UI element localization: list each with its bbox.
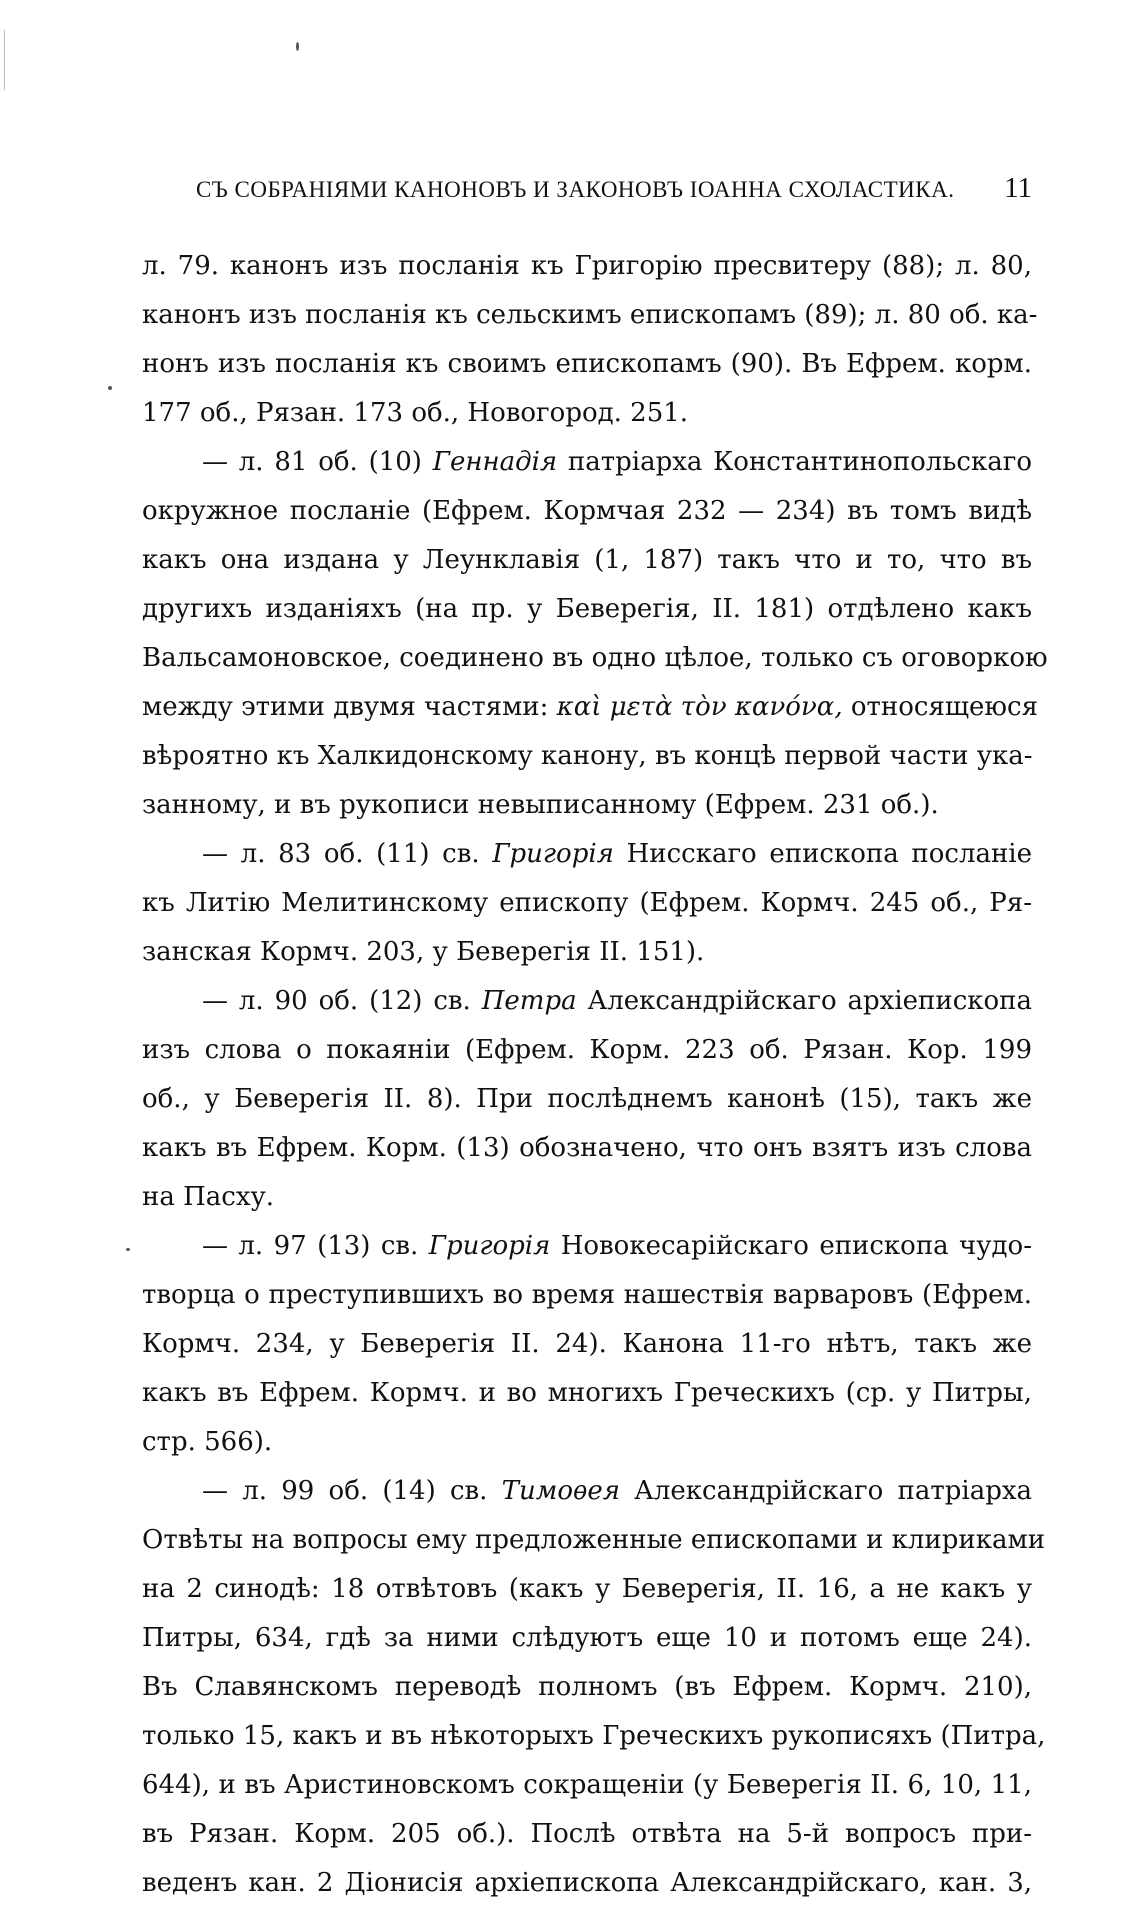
text-line: творца о преступившихъ во время нашествія варваровъ (Ефрем. <box>142 1280 1032 1310</box>
paragraph <box>142 242 1038 438</box>
ink-speck <box>108 386 112 390</box>
text-line: окружное посланіе (Ефрем. Кормчая 232 — 234) въ томъ видѣ <box>142 496 1032 526</box>
text-line: вѣроятно къ Халкидонскому канону, въ концѣ первой части ука- <box>142 741 1033 771</box>
text-line: нонъ изъ посланія къ своимъ епископамъ (90). Въ Ефрем. корм. <box>142 349 1032 379</box>
paragraph <box>142 977 1032 1222</box>
author-name: Тимоѳея <box>501 1476 620 1506</box>
text-line: между этими двумя частями: καὶ μετὰ τὸν κανόνα, относящеюся <box>142 692 1038 722</box>
text-line: занному, и въ рукописи невыписанному (Ефрем. 231 об.). <box>142 790 939 820</box>
author-name: Григорія <box>428 1231 551 1261</box>
text-line: въ Рязан. Корм. 205 об.). Послѣ отвѣта на 5-й вопросъ при- <box>142 1819 1032 1849</box>
text-line: изъ слова о покаяніи (Ефрем. Корм. 223 об. Рязан. Кор. 199 <box>142 1035 1032 1065</box>
text-line: какъ въ Ефрем. Кормч. и во многихъ Греческихъ (ср. у Питры, <box>142 1378 1032 1408</box>
page-number: 11 <box>1004 172 1032 204</box>
text-line: только 15, какъ и въ нѣкоторыхъ Греческихъ рукописяхъ (Питра, <box>142 1721 1046 1751</box>
text-line: какъ въ Ефрем. Корм. (13) обозначено, что онъ взятъ изъ слова <box>142 1133 1032 1163</box>
text-line: Въ Славянскомъ переводѣ полномъ (въ Ефрем. Кормч. 210), <box>142 1672 1032 1702</box>
text-line: веденъ кан. 2 Діонисія архіепископа Александрійскаго, кан. 3, <box>142 1868 1032 1898</box>
text-line: — л. 90 об. (12) св. Петра Александрійскаго архіепископа <box>202 986 1032 1016</box>
text-line: Отвѣты на вопросы ему предложенные епископами и клириками <box>142 1525 1046 1555</box>
paragraph <box>142 830 1032 977</box>
author-name: Петра <box>481 986 577 1016</box>
paragraph <box>142 438 1048 830</box>
paragraph <box>142 1222 1032 1467</box>
author-name: Геннадія <box>432 447 558 477</box>
text-line: другихъ изданіяхъ (на пр. у Беверегія, II. 181) отдѣлено какъ <box>142 594 1032 624</box>
body-text <box>142 242 1048 1908</box>
text-line: къ Литію Мелитинскому епископу (Ефрем. Кормч. 245 об., Ря- <box>142 888 1032 918</box>
ink-speck <box>296 42 299 51</box>
text-line: на Пасху. <box>142 1182 275 1212</box>
text-line: 177 об., Рязан. 173 об., Новогород. 251. <box>142 398 689 428</box>
running-head <box>196 172 1032 216</box>
text-line: — л. 99 об. (14) св. Тимоѳея Александрійскаго патріарха <box>202 1476 1033 1506</box>
text-line: на 2 синодѣ: 18 отвѣтовъ (какъ у Беверегія, II. 16, а не какъ у <box>142 1574 1032 1604</box>
text-line: Вальсамоновское, соединено въ одно цѣлое, только съ оговоркою <box>142 643 1048 673</box>
text-line: л. 79. канонъ изъ посланія къ Григорію пресвитеру (88); л. 80, <box>142 251 1032 281</box>
author-name: Григорія <box>492 839 614 869</box>
text-line: Кормч. 234, у Беверегія II. 24). Канона 11-го нѣтъ, такъ же <box>142 1329 1032 1359</box>
running-title: СЪ СОБРАНІЯМИ КАНОНОВЪ И ЗАКОНОВЪ ІОАННА СХОЛАСТИКА. <box>196 177 955 202</box>
text-line: — л. 97 (13) св. Григорія Новокесарійскаго епископа чудо- <box>202 1231 1032 1261</box>
scan-edge-mark <box>4 30 5 90</box>
text-line: об., у Беверегія II. 8). При послѣднемъ канонѣ (15), такъ же <box>142 1084 1032 1114</box>
text-line: занская Кормч. 203, у Беверегія II. 151). <box>142 937 705 967</box>
greek-quote: καὶ μετὰ τὸν κανόνα, <box>556 692 843 722</box>
text-line: канонъ изъ посланія къ сельскимъ епископамъ (89); л. 80 об. ка- <box>142 300 1038 330</box>
paragraph <box>142 1467 1046 1908</box>
text-line: — л. 81 об. (10) Геннадія патріарха Константинопольскаго <box>202 447 1032 477</box>
text-line: Питры, 634, гдѣ за ними слѣдуютъ еще 10 и потомъ еще 24). <box>142 1623 1032 1653</box>
text-line: стр. 566). <box>142 1427 273 1457</box>
text-line: — л. 83 об. (11) св. Григорія Нисскаго епископа посланіе <box>202 839 1032 869</box>
ink-speck <box>126 1248 130 1251</box>
text-line: какъ она издана у Леунклавія (1, 187) такъ что и то, что въ <box>142 545 1032 575</box>
text-line: 644), и въ Аристиновскомъ сокращеніи (у Беверегія II. 6, 10, 11, <box>142 1770 1032 1800</box>
